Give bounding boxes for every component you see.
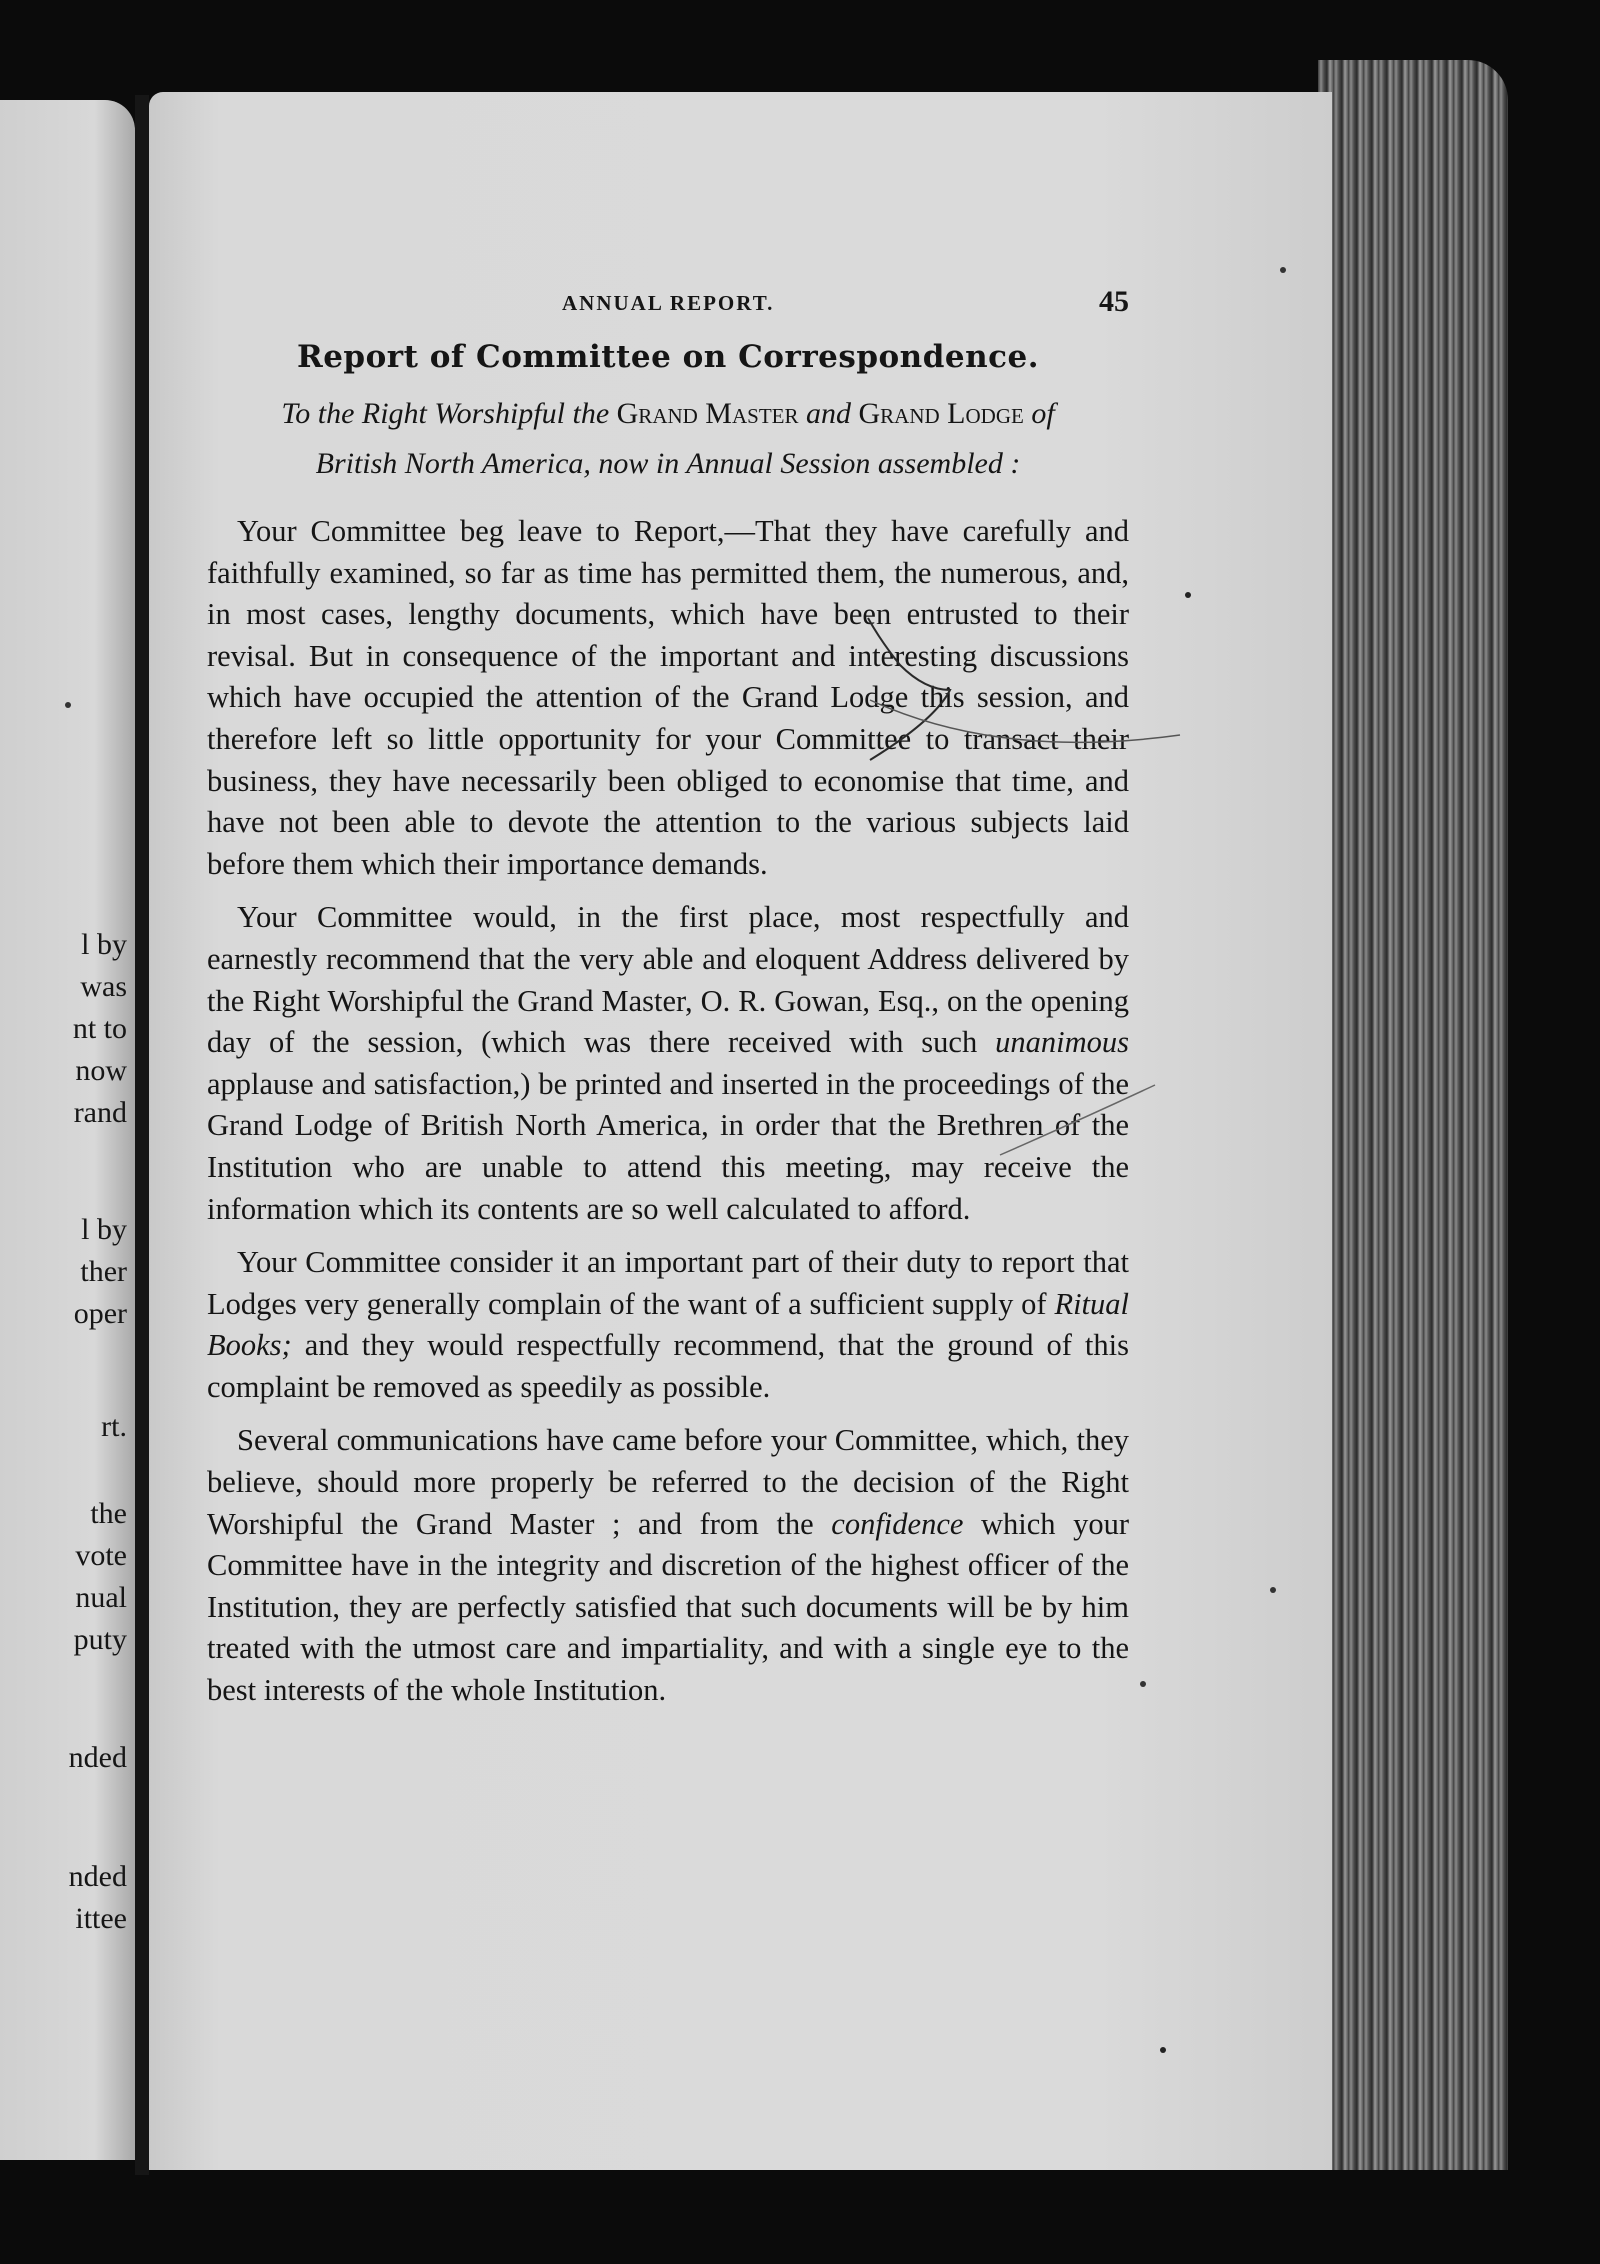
paragraph: Your Committee beg leave to Report,—That they have carefully and faithfully examined, so far as time has permitted them, the numerous, and, in most cases, lengthy documents, which have been entrusted to their revisal. But in consequence of the important and interesting discussions which have occupied the attention of the Grand Lodge this session, and therefore left so little opportunity for your Committee to transact their business, they have necessarily been obliged to economise that time, and have not been able to devote the attention to the various subjects laid before them which their importance demands. [207, 514, 1129, 881]
left-fragment: was [80, 970, 127, 1003]
salutation-part: To the Right Worshipful the [281, 397, 610, 430]
paragraph-text: Several communications have came before your Committee, which, they believe, should more properly be referred to the decision of the Right Worshipful the Grand Master ; and from the [207, 1423, 1129, 1541]
left-page [0, 100, 135, 2160]
left-fragment: l by [81, 1213, 127, 1246]
left-fragment: now [75, 1054, 127, 1087]
report-title: Report of Committee on Correspondence. [296, 339, 1040, 375]
paragraph-italic: Ritual Books; [207, 1286, 1129, 1363]
paragraph-text: which your Committee have in the integrity and discretion of the highest officer of the Institution, they are perfectly satisfied that such documents will be by him treated with the utmost care and impartiality, and with a single eye to the best interests of the whole Institution. [207, 1506, 1129, 1708]
paragraph [207, 897, 1129, 1230]
left-fragment: nded [68, 1860, 127, 1893]
paragraph [207, 1242, 1129, 1408]
paragraph-text: Your Committee consider it an important part of their duty to report that Lodges very generally complain of the want of a sufficient supply of [207, 1245, 1129, 1321]
paragraph [207, 1420, 1129, 1711]
book-spine-gutter [135, 95, 149, 2175]
page-text [207, 285, 1129, 1712]
left-fragment: oper [73, 1297, 127, 1330]
paragraph-text: applause and satisfaction,) be printed and inserted in the proceedings of the Grand Lodge of British North America, in order that the Brethren of the Institution who are unable to attend this meeting, may receive the information which its contents are so well calculated to afford. [207, 1066, 1129, 1226]
left-fragment: ittee [75, 1902, 127, 1935]
salutation-grand-lodge: Grand Lodge [858, 397, 1024, 430]
salutation-line2: British North America, now in Annual Session assembled : [315, 447, 1021, 480]
left-fragment: nual [75, 1581, 127, 1614]
salutation-grand-master: Grand Master [616, 397, 799, 430]
page-number: 45 [1099, 285, 1129, 318]
left-fragment: nded [68, 1741, 127, 1774]
left-fragment: ther [80, 1255, 127, 1288]
paragraph-italic: confidence [831, 1506, 964, 1541]
left-fragment: rand [73, 1096, 127, 1129]
paragraph-italic: unanimous [995, 1025, 1129, 1060]
left-fragment: puty [73, 1623, 127, 1656]
paragraph-text: and they would respectfully recommend, that the ground of this complaint be removed as speedily as possible. [207, 1328, 1129, 1404]
left-fragment: l by [81, 928, 127, 961]
salutation [207, 389, 1129, 489]
left-fragment: the [90, 1497, 127, 1530]
salutation-and: and [806, 397, 851, 430]
running-title: ANNUAL REPORT. [562, 291, 775, 315]
salutation-of: of [1031, 397, 1055, 430]
left-fragment: rt. [101, 1410, 127, 1443]
running-header [207, 285, 1129, 325]
left-fragment: vote [75, 1539, 127, 1572]
page-edges [1318, 60, 1508, 2170]
paragraph-text: Your Committee would, in the first place, most respectfully and earnestly recommend that the very able and eloquent Address delivered by the Right Worshipful the Grand Master, O. R. Gowan, Esq., on the opening day of the session, (which was there received with such [207, 900, 1129, 1060]
left-fragment: nt to [72, 1012, 127, 1045]
